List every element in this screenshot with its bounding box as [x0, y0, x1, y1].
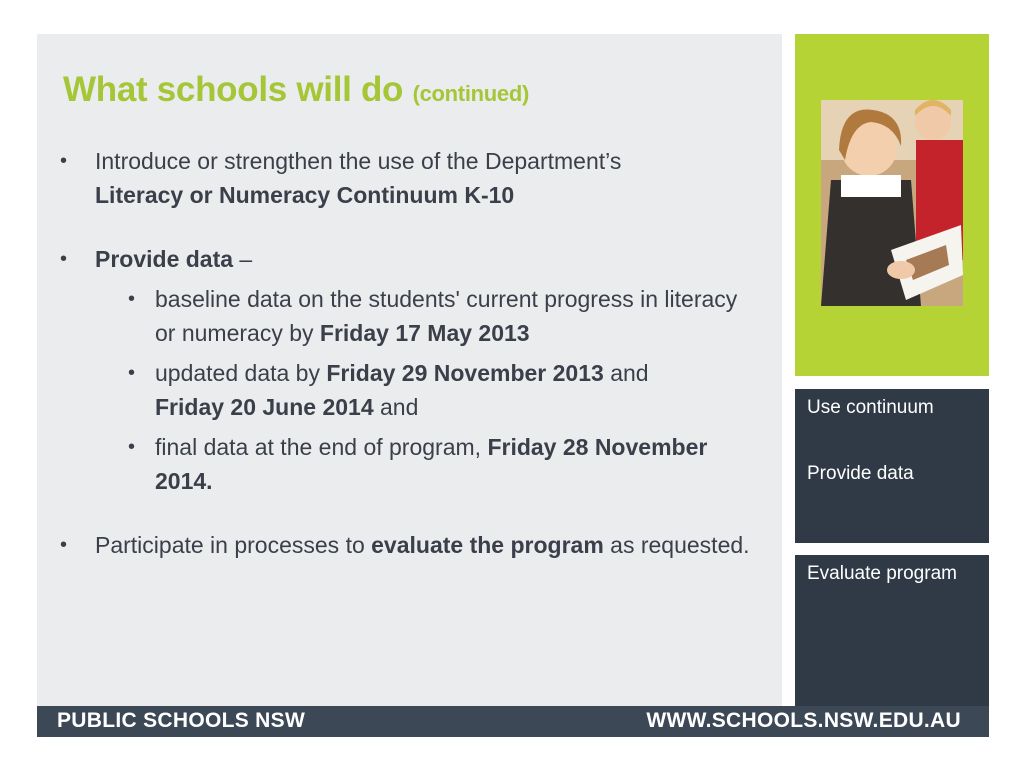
bullet-evaluate-text: Participate in processes to — [95, 532, 372, 558]
footer-website: WWW.SCHOOLS.NSW.EDU.AU — [646, 709, 961, 732]
title-suffix: (continued) — [412, 81, 530, 106]
bullet-list — [58, 144, 758, 562]
sub-bullet-updated-text: updated data by — [155, 360, 327, 386]
sidebar-box-evaluate — [795, 555, 989, 706]
children-reading-photo — [821, 100, 963, 306]
slide-title — [63, 70, 529, 110]
sub-bullet-baseline-text: baseline data on the students' current progress in literacy or numeracy by — [155, 286, 738, 346]
bullet-evaluate — [58, 528, 758, 562]
bullet-continuum-text: Introduce or strengthen the use of the Department’s — [95, 148, 622, 174]
footer-bar — [37, 706, 989, 737]
sub-bullet-updated-date1: Friday 29 November 2013 — [326, 360, 604, 386]
sidebar-item-use-continuum: Use continuum — [807, 397, 934, 418]
footer-org-name: PUBLIC SCHOOLS NSW — [57, 709, 306, 732]
sidebar-item-provide-data: Provide data — [807, 463, 914, 484]
bullet-continuum-bold: Literacy or Numeracy Continuum K-10 — [95, 182, 515, 208]
sub-bullet-baseline — [118, 282, 758, 350]
sub-bullet-final-date: Friday 28 November 2014. — [155, 434, 708, 494]
sub-bullet-final-text: final data at the end of program, — [155, 434, 488, 460]
bullet-provide-data — [58, 242, 758, 276]
sidebar-item-evaluate-program: Evaluate program — [807, 563, 957, 584]
sub-bullet-updated — [118, 356, 758, 424]
title-main: What schools will do — [63, 70, 404, 109]
sub-bullet-updated-and: and — [603, 360, 649, 386]
sidebar-box-steps — [795, 389, 989, 543]
sub-bullet-updated-date2: Friday 20 June 2014 — [155, 394, 374, 420]
sub-bullet-final — [118, 430, 758, 498]
bullet-evaluate-bold: evaluate the program — [371, 532, 604, 558]
photo-illustration — [821, 100, 963, 306]
bullet-continuum — [58, 144, 758, 212]
sub-bullet-baseline-date: Friday 17 May 2013 — [319, 320, 530, 346]
sub-bullet-updated-end: and — [373, 394, 419, 420]
bullet-provide-data-bold: Provide data — [95, 246, 234, 272]
bullet-provide-data-dash: – — [233, 246, 253, 272]
bullet-evaluate-end: as requested. — [603, 532, 750, 558]
